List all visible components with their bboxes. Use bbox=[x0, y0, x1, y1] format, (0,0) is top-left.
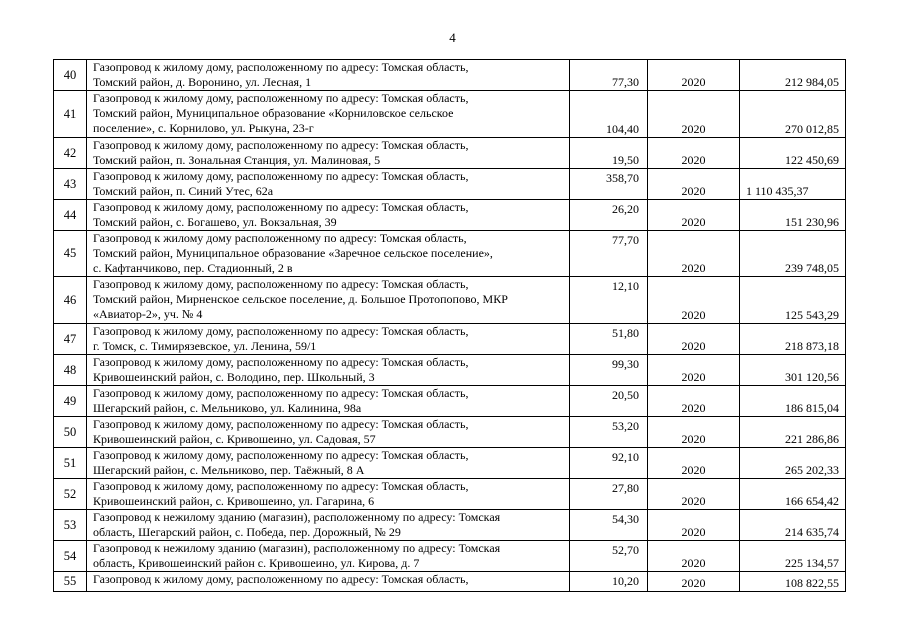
objects-table bbox=[53, 59, 846, 592]
cost-value: 225 134,57 bbox=[740, 541, 846, 572]
description-line: Томский район, п. Синий Утес, 62а bbox=[93, 184, 274, 198]
description-line: поселение», с. Корнилово, ул. Рыкуна, 23-г bbox=[93, 121, 314, 135]
description-line: Газопровод к жилому дому, расположенному по адресу: Томская область, bbox=[93, 60, 469, 74]
object-description bbox=[87, 91, 570, 138]
row-number: 48 bbox=[54, 355, 87, 386]
object-description bbox=[87, 169, 570, 200]
object-description bbox=[87, 277, 570, 324]
year-value: 2020 bbox=[648, 417, 740, 448]
description-line: Газопровод к жилому дому, расположенному по адресу: Томская область, bbox=[93, 572, 469, 586]
description-line: г. Томск, с. Тимирязевское, ул. Ленина, 59/1 bbox=[93, 339, 317, 353]
table-row bbox=[54, 355, 846, 386]
length-value: 12,10 bbox=[570, 277, 648, 324]
description-line: Томский район, с. Богашево, ул. Вокзальная, 39 bbox=[93, 215, 337, 229]
row-number: 51 bbox=[54, 448, 87, 479]
length-value: 20,50 bbox=[570, 386, 648, 417]
description-line: Томский район, п. Зональная Станция, ул. Малиновая, 5 bbox=[93, 153, 381, 167]
length-value: 26,20 bbox=[570, 200, 648, 231]
description-line: Газопровод к жилому дому, расположенному по адресу: Томская область, bbox=[93, 91, 469, 105]
description-line: Газопровод к нежилому зданию (магазин), расположенному по адресу: Томская bbox=[93, 510, 501, 524]
description-line: Газопровод к жилому дому, расположенному по адресу: Томская область, bbox=[93, 277, 469, 291]
description-line: Газопровод к жилому дому, расположенному по адресу: Томская область, bbox=[93, 386, 469, 400]
year-value: 2020 bbox=[648, 60, 740, 91]
description-line: с. Кафтанчиково, пер. Стадионный, 2 в bbox=[93, 261, 293, 275]
description-line: Газопровод к жилому дому, расположенному по адресу: Томская область, bbox=[93, 169, 469, 183]
cost-value: 212 984,05 bbox=[740, 60, 846, 91]
table-row bbox=[54, 324, 846, 355]
year-value: 2020 bbox=[648, 479, 740, 510]
row-number: 44 bbox=[54, 200, 87, 231]
year-value: 2020 bbox=[648, 448, 740, 479]
object-description bbox=[87, 572, 570, 592]
cost-value: 239 748,05 bbox=[740, 231, 846, 277]
year-value: 2020 bbox=[648, 231, 740, 277]
description-line: область, Кривошеинский район с. Кривошеино, ул. Кирова, д. 7 bbox=[93, 556, 420, 570]
table-row bbox=[54, 572, 846, 592]
description-line: Газопровод к жилому дому, расположенному по адресу: Томская область, bbox=[93, 200, 469, 214]
object-description bbox=[87, 386, 570, 417]
row-number: 43 bbox=[54, 169, 87, 200]
length-value: 27,80 bbox=[570, 479, 648, 510]
description-line: Кривошеинский район, с. Кривошеино, ул. Садовая, 57 bbox=[93, 432, 376, 446]
description-line: Газопровод к жилому дому, расположенному по адресу: Томская область, bbox=[93, 355, 469, 369]
cost-value: 214 635,74 bbox=[740, 510, 846, 541]
length-value: 77,30 bbox=[570, 60, 648, 91]
year-value: 2020 bbox=[648, 200, 740, 231]
row-number: 55 bbox=[54, 572, 87, 592]
cost-value: 1 110 435,37 bbox=[740, 169, 846, 200]
cost-value: 221 286,86 bbox=[740, 417, 846, 448]
description-line: Кривошеинский район, с. Кривошеино, ул. Гагарина, 6 bbox=[93, 494, 375, 508]
table-row bbox=[54, 231, 846, 277]
cost-value: 122 450,69 bbox=[740, 138, 846, 169]
cost-value: 108 822,55 bbox=[740, 572, 846, 592]
length-value: 10,20 bbox=[570, 572, 648, 592]
object-description bbox=[87, 479, 570, 510]
year-value: 2020 bbox=[648, 138, 740, 169]
year-value: 2020 bbox=[648, 324, 740, 355]
cost-value: 301 120,56 bbox=[740, 355, 846, 386]
row-number: 46 bbox=[54, 277, 87, 324]
description-line: Шегарский район, с. Мельниково, пер. Таёжный, 8 А bbox=[93, 463, 365, 477]
description-line: Газопровод к жилому дому расположенному по адресу: Томская область, bbox=[93, 231, 467, 245]
table-row bbox=[54, 169, 846, 200]
row-number: 54 bbox=[54, 541, 87, 572]
year-value: 2020 bbox=[648, 277, 740, 324]
description-line: область, Шегарский район, с. Победа, пер. Дорожный, № 29 bbox=[93, 525, 401, 539]
object-description bbox=[87, 200, 570, 231]
table-row bbox=[54, 91, 846, 138]
cost-value: 218 873,18 bbox=[740, 324, 846, 355]
object-description bbox=[87, 355, 570, 386]
object-description bbox=[87, 60, 570, 91]
description-line: Газопровод к жилому дому, расположенному по адресу: Томская область, bbox=[93, 448, 469, 462]
year-value: 2020 bbox=[648, 572, 740, 592]
description-line: Газопровод к жилому дому, расположенному по адресу: Томская область, bbox=[93, 479, 469, 493]
length-value: 358,70 bbox=[570, 169, 648, 200]
length-value: 52,70 bbox=[570, 541, 648, 572]
table-body bbox=[54, 60, 846, 592]
page-number: 4 bbox=[449, 30, 456, 45]
table-row bbox=[54, 448, 846, 479]
description-line: Газопровод к жилому дому, расположенному по адресу: Томская область, bbox=[93, 417, 469, 431]
length-value: 54,30 bbox=[570, 510, 648, 541]
object-description bbox=[87, 510, 570, 541]
object-description bbox=[87, 138, 570, 169]
table-row bbox=[54, 60, 846, 91]
table-row bbox=[54, 277, 846, 324]
length-value: 99,30 bbox=[570, 355, 648, 386]
description-line: «Авиатор-2», уч. № 4 bbox=[93, 307, 203, 321]
object-description bbox=[87, 231, 570, 277]
row-number: 49 bbox=[54, 386, 87, 417]
row-number: 52 bbox=[54, 479, 87, 510]
description-line: Кривошеинский район, с. Володино, пер. Школьный, 3 bbox=[93, 370, 375, 384]
cost-value: 265 202,33 bbox=[740, 448, 846, 479]
table-row bbox=[54, 386, 846, 417]
length-value: 19,50 bbox=[570, 138, 648, 169]
length-value: 92,10 bbox=[570, 448, 648, 479]
description-line: Газопровод к жилому дому, расположенному по адресу: Томская область, bbox=[93, 324, 469, 338]
table-row bbox=[54, 510, 846, 541]
length-value: 104,40 bbox=[570, 91, 648, 138]
description-line: Томский район, Муниципальное образование «Корниловское сельское bbox=[93, 106, 454, 120]
description-line: Шегарский район, с. Мельниково, ул. Калинина, 98а bbox=[93, 401, 362, 415]
description-line: Газопровод к нежилому зданию (магазин), расположенному по адресу: Томская bbox=[93, 541, 501, 555]
table-row bbox=[54, 138, 846, 169]
cost-value: 151 230,96 bbox=[740, 200, 846, 231]
description-line: Газопровод к жилому дому, расположенному по адресу: Томская область, bbox=[93, 138, 469, 152]
year-value: 2020 bbox=[648, 386, 740, 417]
table-row bbox=[54, 200, 846, 231]
year-value: 2020 bbox=[648, 169, 740, 200]
length-value: 51,80 bbox=[570, 324, 648, 355]
description-line: Томский район, Муниципальное образование «Заречное сельское поселение», bbox=[93, 246, 493, 260]
year-value: 2020 bbox=[648, 510, 740, 541]
object-description bbox=[87, 448, 570, 479]
row-number: 40 bbox=[54, 60, 87, 91]
cost-value: 270 012,85 bbox=[740, 91, 846, 138]
object-description bbox=[87, 541, 570, 572]
row-number: 41 bbox=[54, 91, 87, 138]
row-number: 42 bbox=[54, 138, 87, 169]
year-value: 2020 bbox=[648, 541, 740, 572]
row-number: 47 bbox=[54, 324, 87, 355]
table-row bbox=[54, 479, 846, 510]
cost-value: 166 654,42 bbox=[740, 479, 846, 510]
object-description bbox=[87, 417, 570, 448]
year-value: 2020 bbox=[648, 355, 740, 386]
row-number: 50 bbox=[54, 417, 87, 448]
table-row bbox=[54, 417, 846, 448]
description-line: Томский район, д. Воронино, ул. Лесная, 1 bbox=[93, 75, 312, 89]
length-value: 77,70 bbox=[570, 231, 648, 277]
object-description bbox=[87, 324, 570, 355]
year-value: 2020 bbox=[648, 91, 740, 138]
length-value: 53,20 bbox=[570, 417, 648, 448]
row-number: 53 bbox=[54, 510, 87, 541]
description-line: Томский район, Мирненское сельское поселение, д. Большое Протопопово, МКР bbox=[93, 292, 508, 306]
cost-value: 186 815,04 bbox=[740, 386, 846, 417]
table-row bbox=[54, 541, 846, 572]
cost-value: 125 543,29 bbox=[740, 277, 846, 324]
row-number: 45 bbox=[54, 231, 87, 277]
